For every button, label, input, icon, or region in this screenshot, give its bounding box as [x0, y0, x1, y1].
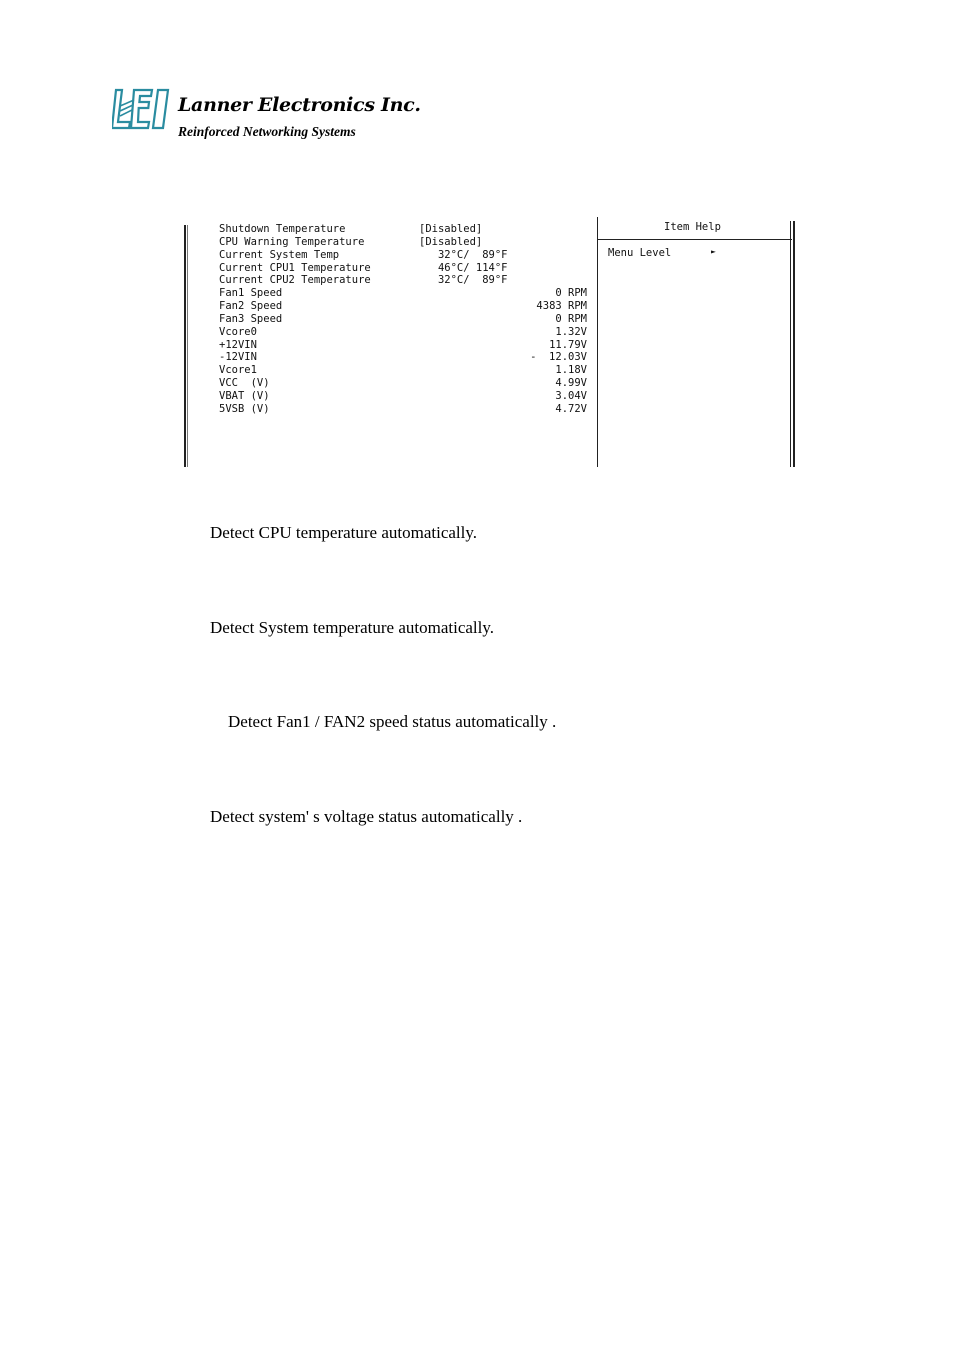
bios-setting-label: VCC (V)	[219, 377, 270, 390]
bios-help-separator	[598, 239, 792, 240]
bios-setting-label: Fan1 Speed	[219, 287, 283, 300]
arrow-right-icon: ►	[711, 247, 716, 256]
bios-frame-left	[184, 225, 186, 467]
bios-setting-value: [Disabled]	[419, 235, 483, 248]
bios-setting-label: -12VIN	[219, 351, 257, 364]
bios-setting-row[interactable]	[219, 351, 587, 364]
bios-setting-value: 0 RPM	[555, 312, 587, 325]
bios-setting-row[interactable]	[219, 389, 587, 403]
fan-speed-description: Detect Fan1 / FAN2 speed status automatically .	[228, 712, 557, 731]
bios-setting-label: Fan2 Speed	[219, 300, 283, 313]
bios-setting-row[interactable]	[219, 364, 587, 377]
bios-setting-value: [Disabled]	[419, 223, 483, 235]
bios-setting-value: 4.72V	[555, 402, 587, 415]
bios-setting-value: 0 RPM	[555, 287, 587, 300]
bios-setting-label: Current CPU2 Temperature	[219, 274, 371, 287]
bios-pc-health-screen	[180, 215, 800, 470]
bios-setting-row[interactable]	[219, 325, 587, 339]
bios-setting-row[interactable]	[219, 312, 587, 326]
bios-setting-label: Vcore1	[219, 364, 257, 377]
company-tagline: Reinforced Networking Systems	[178, 124, 356, 139]
bios-setting-row[interactable]	[219, 274, 579, 287]
bios-setting-value: 11.79V	[549, 338, 587, 351]
bios-setting-value: 4383 RPM	[536, 300, 587, 313]
bios-setting-label: Shutdown Temperature	[219, 223, 346, 235]
bios-setting-value: 46°C/ 114°F	[419, 261, 508, 274]
bios-frame-right	[793, 221, 795, 467]
bios-help-divider	[597, 217, 598, 467]
bios-setting-value: 1.32V	[555, 325, 587, 338]
bios-setting-label: Current CPU1 Temperature	[219, 261, 371, 274]
bios-setting-label: VBAT (V)	[219, 389, 270, 402]
bios-setting-row[interactable]	[219, 262, 579, 275]
bios-frame-left-inner	[187, 225, 188, 467]
bios-setting-row[interactable]	[219, 287, 587, 300]
bios-setting-row[interactable]	[219, 338, 587, 352]
bios-setting-row[interactable]	[219, 402, 587, 416]
bios-setting-label: +12VIN	[219, 338, 257, 351]
bios-setting-row[interactable]	[219, 223, 579, 236]
company-logo	[112, 86, 421, 146]
bios-settings-list	[219, 223, 587, 416]
bios-setting-label: 5VSB (V)	[219, 402, 270, 415]
voltage-description: Detect system' s voltage status automatically .	[210, 807, 523, 826]
lei-logo-icon	[112, 88, 174, 130]
bios-setting-value: 4.99V	[555, 377, 587, 390]
bios-setting-value: 32°C/ 89°F	[419, 274, 508, 287]
cpu-temperature-description: Detect CPU temperature automatically.	[210, 523, 478, 542]
bios-setting-label: CPU Warning Temperature	[219, 235, 365, 248]
bios-setting-value: 32°C/ 89°F	[419, 248, 508, 261]
item-help-title: Item Help	[664, 221, 721, 233]
bios-setting-value: - 12.03V	[530, 351, 587, 364]
bios-setting-row[interactable]	[219, 377, 587, 390]
menu-level-label: Menu Level	[608, 247, 672, 259]
bios-setting-label: Vcore0	[219, 325, 257, 338]
bios-setting-value: 3.04V	[555, 389, 587, 402]
bios-setting-label: Current System Temp	[219, 248, 340, 261]
bios-setting-value: 1.18V	[555, 364, 587, 377]
bios-frame-right-inner	[790, 221, 791, 467]
system-temperature-description: Detect System temperature automatically.	[210, 618, 495, 637]
bios-setting-label: Fan3 Speed	[219, 312, 283, 325]
bios-setting-row[interactable]	[219, 300, 587, 313]
bios-setting-row[interactable]	[219, 236, 579, 249]
bios-setting-row[interactable]	[219, 249, 579, 262]
company-name: Lanner Electronics Inc.	[178, 94, 421, 116]
